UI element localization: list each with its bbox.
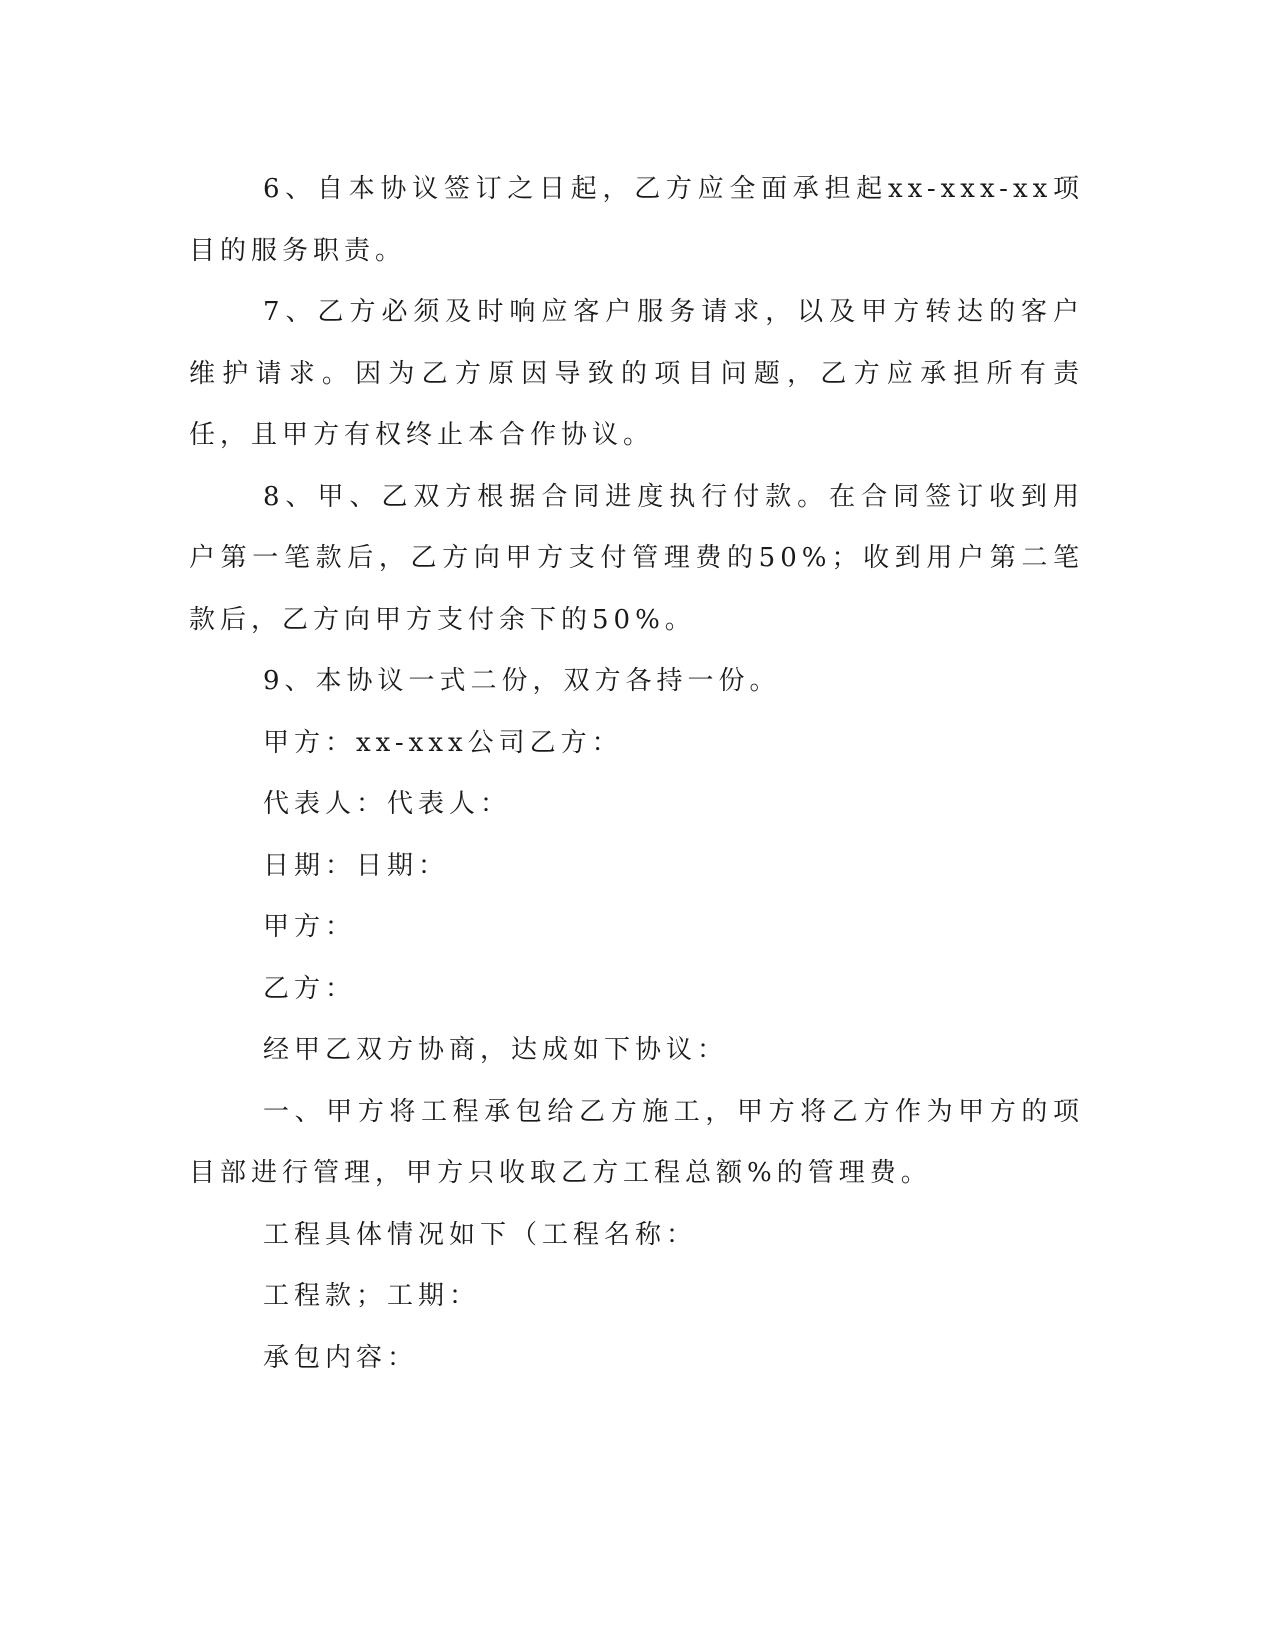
party-a-company-line: 甲方：xx-xxx公司乙方： [263, 727, 623, 758]
representative-line: 代表人：代表人： [263, 789, 512, 819]
payment-period-line: 工程款；工期： [263, 1281, 481, 1311]
date-line: 日期：日期： [263, 850, 450, 881]
project-details-line: 工程具体情况如下（工程名称： [263, 1219, 698, 1250]
party-b-line: 乙方： [263, 973, 357, 1004]
document-body [189, 159, 1084, 1389]
clause-6: 6、自本协议签订之日起，乙方应全面承担起xx-xxx-xx项目的服务职责。 [189, 174, 1084, 266]
contract-scope-line: 承包内容： [263, 1342, 419, 1373]
article-one: 一、甲方将工程承包给乙方施工，甲方将乙方作为甲方的项目部进行管理，甲方只收取乙方工程总额%的管理费。 [189, 1096, 1084, 1188]
clause-8: 8、甲、乙双方根据合同进度执行付款。在合同签订收到用户第一笔款后，乙方向甲方支付管理费的50%；收到用户第二笔款后，乙方向甲方支付余下的50%。 [189, 481, 1084, 635]
party-a-line: 甲方： [263, 912, 357, 942]
clause-9: 9、本协议一式二份，双方各持一份。 [263, 666, 781, 696]
agreement-intro: 经甲乙双方协商，达成如下协议： [263, 1035, 729, 1065]
clause-7: 7、乙方必须及时响应客户服务请求，以及甲方转达的客户维护请求。因为乙方原因导致的项目问题，乙方应承担所有责任，且甲方有权终止本合作协议。 [189, 297, 1084, 450]
